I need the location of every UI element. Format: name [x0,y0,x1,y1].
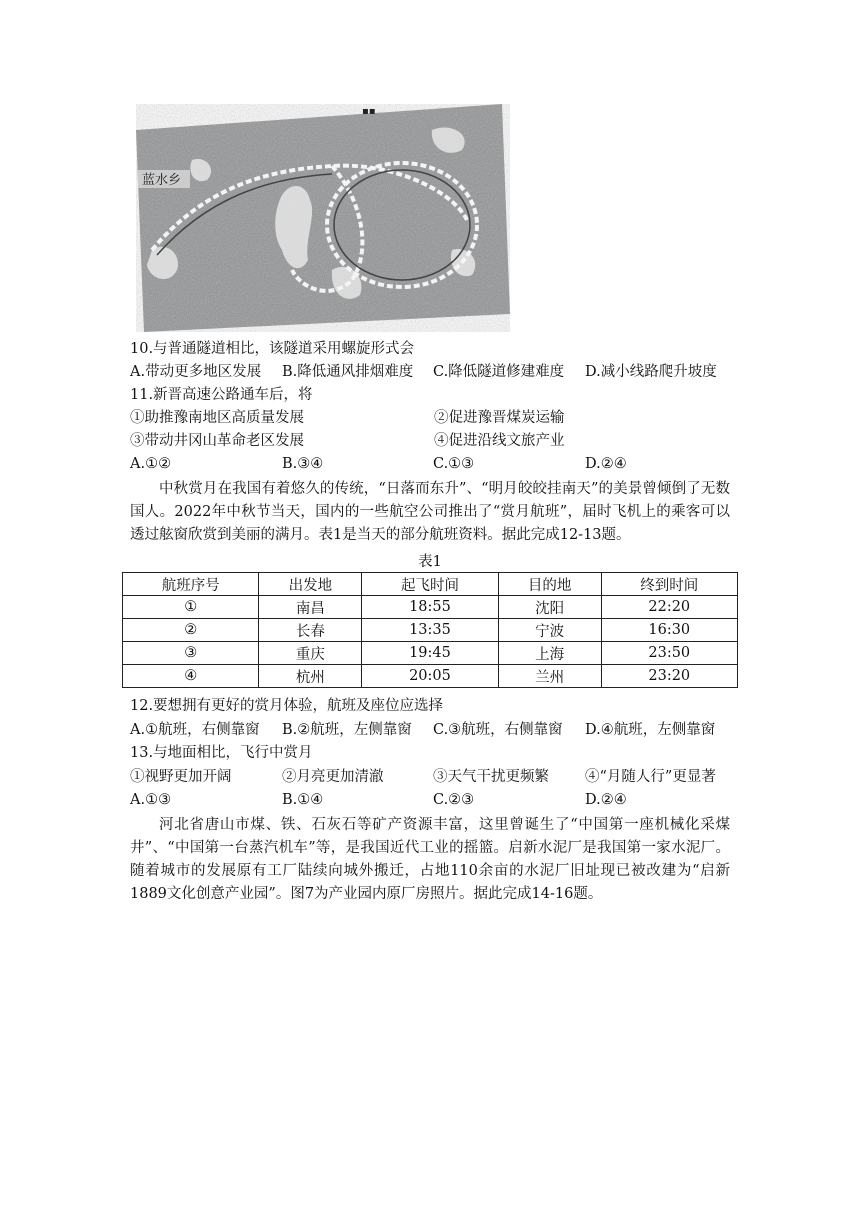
q11-option-c: C.①③ [433,456,475,472]
table-cell: 18:55 [362,596,498,619]
table-cell: 23:20 [601,665,737,688]
q12-option-a: A.①航班，右侧靠窗 [130,722,260,738]
q12-option-d: D.④航班，左侧靠窗 [585,722,716,738]
header-cell: 起飞时间 [362,573,498,596]
table-cell: 23:50 [601,642,737,665]
table-cell: 南昌 [259,596,362,619]
header-cell: 出发地 [259,573,362,596]
table-cell: ① [123,596,259,619]
q13-option-c: C.②③ [433,792,475,808]
q11-item-1: ①助推豫南地区高质量发展 [130,410,304,426]
flight-table [122,572,738,688]
table-cell: 16:30 [601,619,737,642]
table-cell: ③ [123,642,259,665]
table-cell: 沈阳 [498,596,601,619]
table-row [123,642,738,665]
passage-tangshan-cement: 河北省唐山市煤、铁、石灰石等矿产资源丰富，这里曾诞生了“中国第一座机械化采煤井”、“中国第一台蒸汽机车”等，是我国近代工业的摇篮。启新水泥厂是我国第一家水泥厂。随着城市的发展原有工厂陆续向城外搬迁，占地110余亩的水泥厂旧址现已被改建为“启新1889文化创意产业园”。图7为产业园内原厂房照片。据此完成14-16题。 [130,817,730,902]
table-cell: ② [123,619,259,642]
table-row [123,665,738,688]
q11-item-3: ③带动井冈山革命老区发展 [130,433,304,449]
q10-option-a: A.带动更多地区发展 [130,364,262,380]
table-cell: 上海 [498,642,601,665]
q10-stem: 10.与普通隧道相比，该隧道采用螺旋形式会 [130,341,415,357]
q13-item-3: ③天气干扰更频繁 [433,769,549,785]
q12-option-c: C.③航班，右侧靠窗 [433,722,563,738]
q13-stem: 13.与地面相比，飞行中赏月 [130,745,313,761]
spiral-tunnel-aerial-photo [132,100,512,332]
table-cell: 重庆 [259,642,362,665]
q11-item-2: ②促进豫晋煤炭运输 [434,410,565,426]
q10-option-c: C.降低隧道修建难度 [433,364,565,380]
q11-item-4: ④促进沿线文旅产业 [434,433,565,449]
photo-label-top: ▪▪ [362,106,376,117]
photo-label-left: 蓝水乡 [142,173,182,188]
q11-option-b: B.③④ [282,456,324,472]
header-cell: 目的地 [498,573,601,596]
q10-option-b: B.降低通风排烟难度 [282,364,414,380]
q11-stem: 11.新晋高速公路通车后，将 [130,387,313,403]
table-header-row [123,573,738,596]
q13-option-b: B.①④ [282,792,324,808]
passage-moon-flights: 中秋赏月在我国有着悠久的传统，“日落而东升”、“明月皎皎挂南天”的美景曾倾倒了无数国人。2022年中秋节当天，国内的一些航空公司推出了“赏月航班”，届时飞机上的乘客可以透过舷窗欣赏到美丽的满月。表1是当天的部分航班资料。据此完成12-13题。 [130,481,730,543]
table-cell: 杭州 [259,665,362,688]
table-cell: 长春 [259,619,362,642]
table-cell: 20:05 [362,665,498,688]
q12-option-b: B.②航班，左侧靠窗 [282,722,412,738]
table-caption: 表1 [418,554,442,570]
table-cell: 13:35 [362,619,498,642]
q11-option-a: A.①② [130,456,172,472]
table-cell: 22:20 [601,596,737,619]
table-cell: 19:45 [362,642,498,665]
table-row [123,596,738,619]
q13-item-1: ①视野更加开阔 [130,769,232,785]
q10-option-d: D.减小线路爬升坡度 [585,364,717,380]
q11-option-d: D.②④ [585,456,627,472]
table-cell: 兰州 [498,665,601,688]
q13-option-d: D.②④ [585,792,627,808]
header-cell: 终到时间 [601,573,737,596]
table-cell: ④ [123,665,259,688]
table-cell: 宁波 [498,619,601,642]
header-cell: 航班序号 [123,573,259,596]
q12-stem: 12.要想拥有更好的赏月体验，航班及座位应选择 [130,698,444,714]
q13-option-a: A.①③ [130,792,172,808]
q13-item-4: ④“月随人行”更显著 [585,769,716,785]
q13-item-2: ②月亮更加清澈 [282,769,384,785]
table-row [123,619,738,642]
